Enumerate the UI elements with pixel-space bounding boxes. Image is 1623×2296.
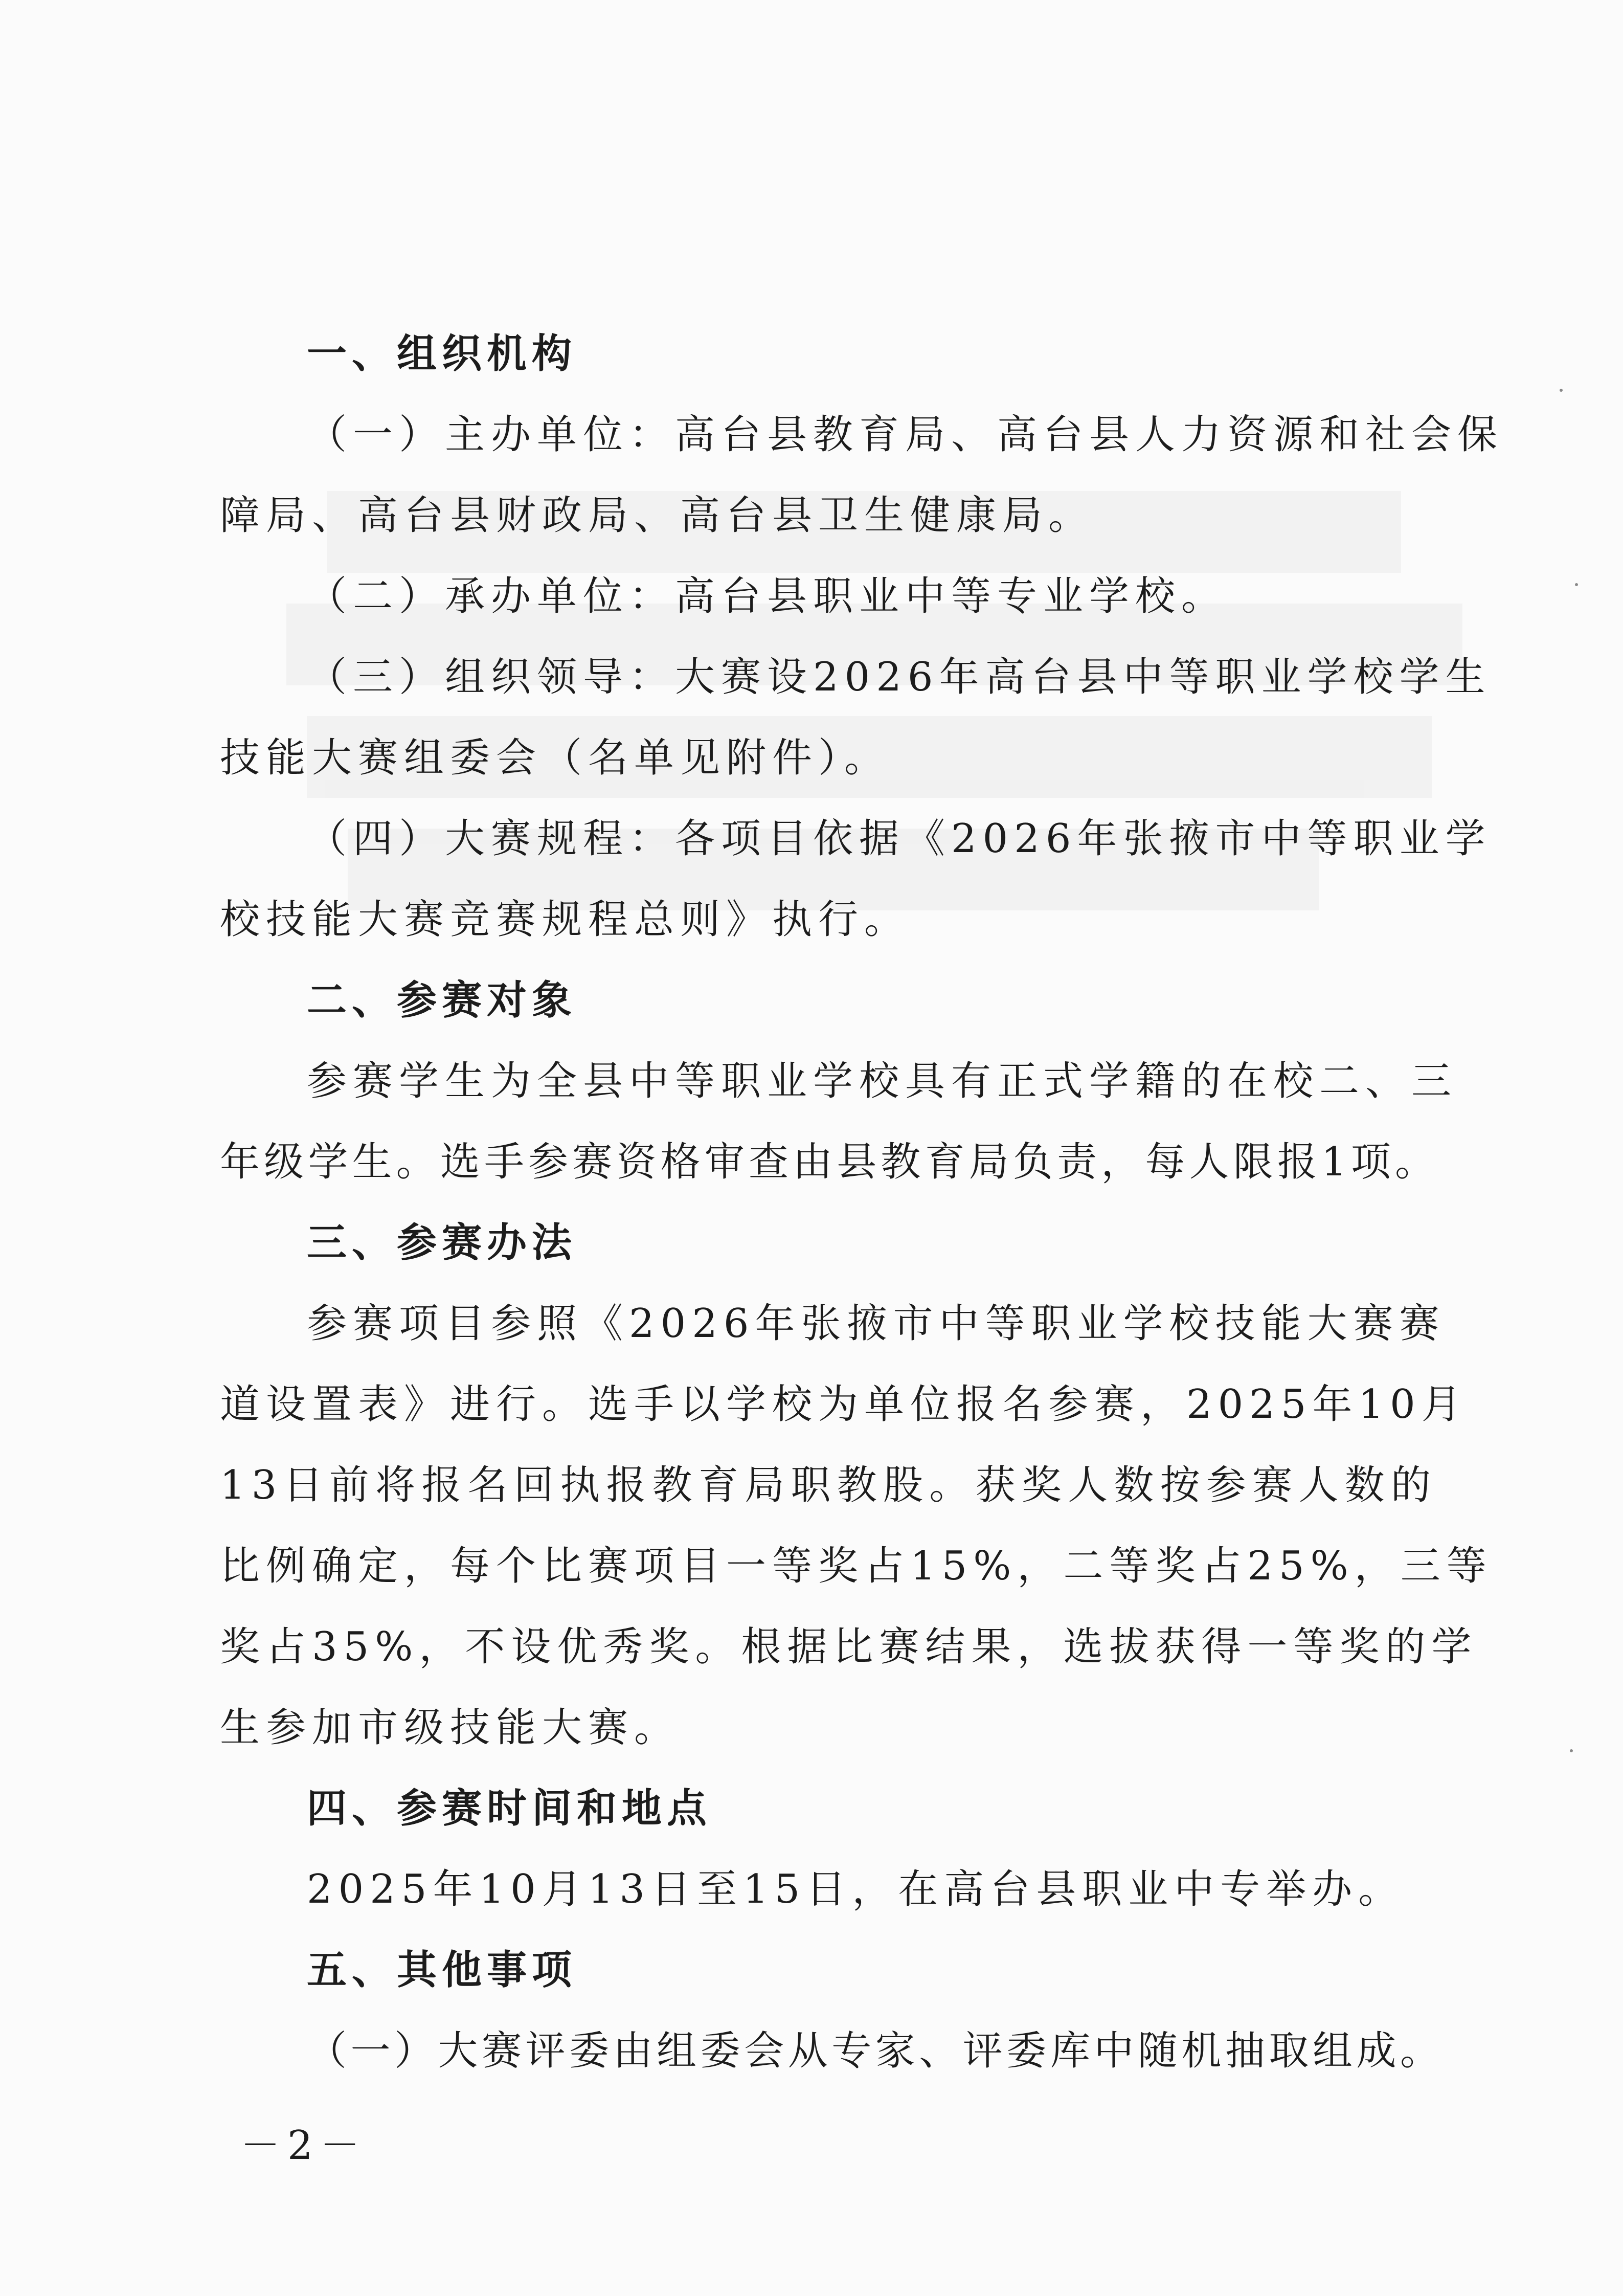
paragraph-line: 年级学生。选手参赛资格审查由县教育局负责，每人限报1项。 xyxy=(220,1139,1437,1185)
paragraph-line: 奖占35%，不设优秀奖。根据比赛结果，选拔获得一等奖的学 xyxy=(220,1624,1478,1670)
paragraph-line: 比例确定，每个比赛项目一等奖占15%，二等奖占25%，三等 xyxy=(220,1543,1493,1589)
paragraph-line: 参赛项目参照《2026年张掖市中等职业学校技能大赛赛 xyxy=(307,1301,1446,1347)
paragraph-line: （三）组织领导：大赛设2026年高台县中等职业学校学生 xyxy=(307,654,1492,700)
paragraph-line: （一）主办单位：高台县教育局、高台县人力资源和社会保 xyxy=(307,412,1504,458)
paragraph-line: 2025年10月13日至15日，在高台县职业中专举办。 xyxy=(307,1866,1405,1912)
paragraph-line: （四）大赛规程：各项目依据《2026年张掖市中等职业学 xyxy=(307,816,1492,862)
scan-speck xyxy=(1560,389,1563,392)
section-heading-5: 五、其他事项 xyxy=(307,1947,577,1993)
scan-speck xyxy=(1575,583,1578,586)
page-number: －2－ xyxy=(240,2123,367,2169)
paragraph-line: （一）大赛评委由组委会从专家、评委库中随机抽取组成。 xyxy=(307,2028,1442,2074)
paragraph-line: （二）承办单位：高台县职业中等专业学校。 xyxy=(307,573,1228,619)
paragraph-line: 障局、高台县财政局、高台县卫生健康局。 xyxy=(220,493,1095,539)
bleed-through xyxy=(286,491,1514,951)
paragraph-line: 生参加市级技能大赛。 xyxy=(220,1705,681,1751)
paragraph-line: 13日前将报名回执报教育局职教股。获奖人数按参赛人数的 xyxy=(220,1462,1437,1508)
scan-speck xyxy=(1570,1749,1573,1752)
section-heading-4: 四、参赛时间和地点 xyxy=(307,1786,712,1832)
paragraph-line: 技能大赛组委会（名单见附件）。 xyxy=(220,735,891,781)
section-heading-3: 三、参赛办法 xyxy=(307,1220,577,1266)
paragraph-line: 校技能大赛竞赛规程总则》执行。 xyxy=(220,897,911,943)
section-heading-1: 一、组织机构 xyxy=(307,331,577,377)
paragraph-line: 参赛学生为全县中等职业学校具有正式学籍的在校二、三 xyxy=(307,1058,1458,1104)
paragraph-line: 道设置表》进行。选手以学校为单位报名参赛，2025年10月 xyxy=(220,1381,1468,1428)
section-heading-2: 二、参赛对象 xyxy=(307,977,577,1023)
